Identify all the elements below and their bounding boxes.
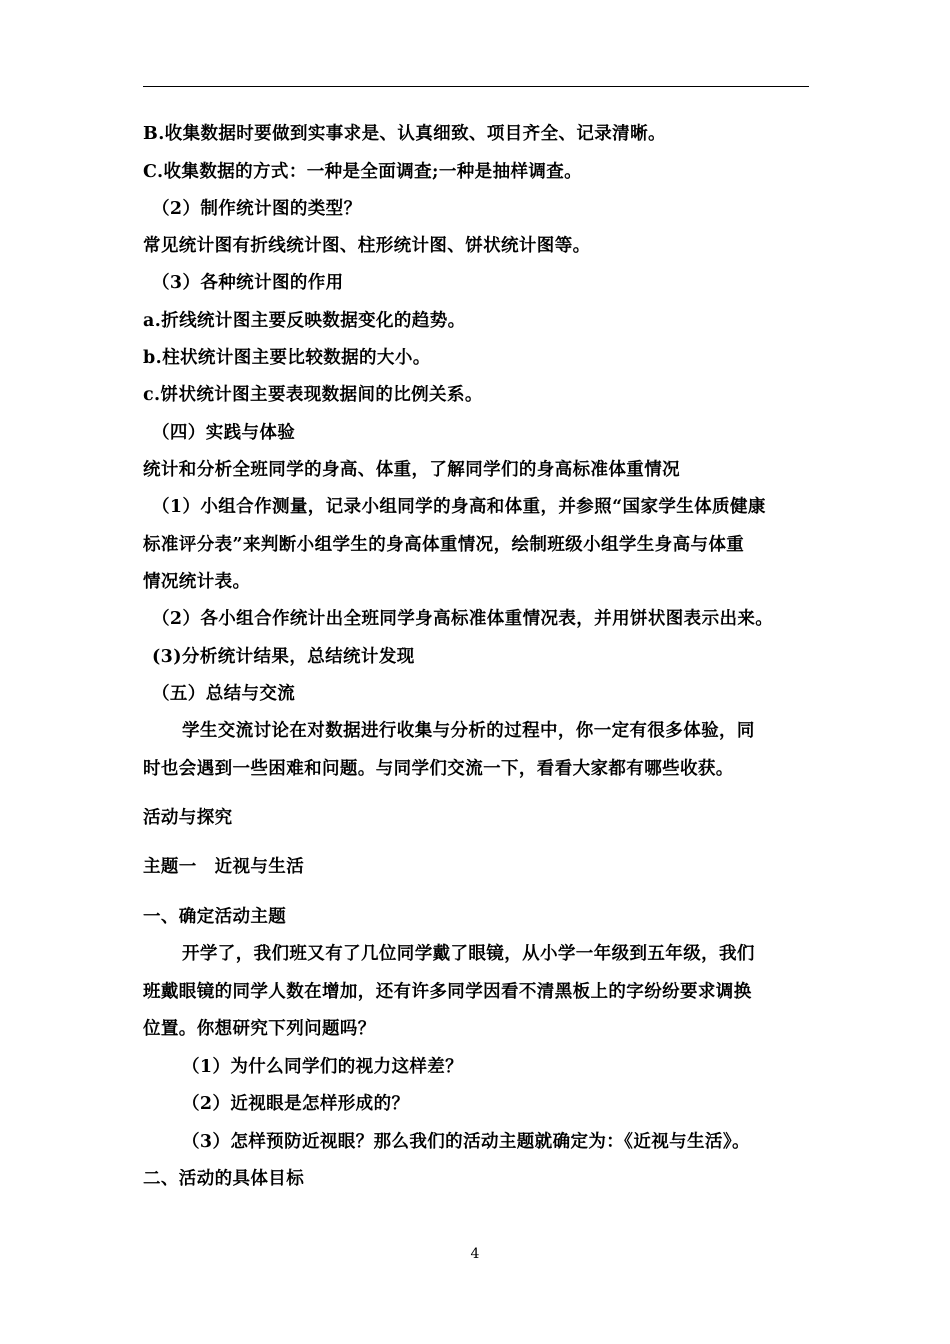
text-line: B.收集数据时要做到实事求是、认真细致、项目齐全、记录清晰。 (143, 124, 666, 144)
text-line: 标准评分表”来判断小组学生的身高体重情况，绘制班级小组学生身高与体重 (143, 535, 745, 555)
section-heading: （五）总结与交流 (152, 684, 296, 704)
text-line: （1）小组合作测量，记录小组同学的身高和体重，并参照“国家学生体质健康 (152, 497, 766, 517)
text-line: （2）近视眼是怎样形成的？ (182, 1094, 410, 1114)
text-line: （1）为什么同学们的视力这样差？ (182, 1057, 464, 1077)
text-line: （3）怎样预防近视眼？那么我们的活动主题就确定为：《近视与生活》。 (182, 1132, 750, 1152)
text-line: a.折线统计图主要反映数据变化的趋势。 (143, 311, 466, 331)
text-line: （2）各小组合作统计出全班同学身高标准体重情况表，并用饼状图表示出来。 (152, 609, 774, 629)
section-heading: 一、确定活动主题 (143, 907, 287, 927)
text-line: 学生交流讨论在对数据进行收集与分析的过程中，你一定有很多体验，同 (182, 721, 755, 741)
text-line: （2）制作统计图的类型？ (152, 199, 362, 219)
text-line: 统计和分析全班同学的身高、体重，了解同学们的身高标准体重情况 (143, 460, 680, 480)
section-heading: （四）实践与体验 (152, 423, 296, 443)
text-line: 开学了，我们班又有了几位同学戴了眼镜，从小学一年级到五年级，我们 (182, 944, 755, 964)
section-heading: 活动与探究 (143, 808, 233, 828)
text-line: C.收集数据的方式：一种是全面调查;一种是抽样调查。 (143, 162, 583, 182)
text-line: 情况统计表。 (143, 572, 251, 592)
text-line: b.柱状统计图主要比较数据的大小。 (143, 348, 431, 368)
page-number: 4 (470, 1246, 480, 1262)
text-line: （3）各种统计图的作用 (152, 273, 344, 293)
text-line: 位置。你想研究下列问题吗？ (143, 1019, 376, 1039)
text-line: 常见统计图有折线统计图、柱形统计图、饼状统计图等。 (143, 236, 591, 256)
text-line: 班戴眼镜的同学人数在增加，还有许多同学因看不清黑板上的字纷纷要求调换 (143, 982, 752, 1002)
text-line: 时也会遇到一些困难和问题。与同学们交流一下，看看大家都有哪些收获。 (143, 759, 734, 779)
section-heading: 二、活动的具体目标 (143, 1169, 305, 1189)
text-line: (3)分析统计结果，总结统计发现 (152, 647, 415, 667)
section-heading: 主题一 近视与生活 (143, 857, 305, 877)
text-line: c.饼状统计图主要表现数据间的比例关系。 (143, 385, 483, 405)
header-rule (143, 86, 809, 87)
